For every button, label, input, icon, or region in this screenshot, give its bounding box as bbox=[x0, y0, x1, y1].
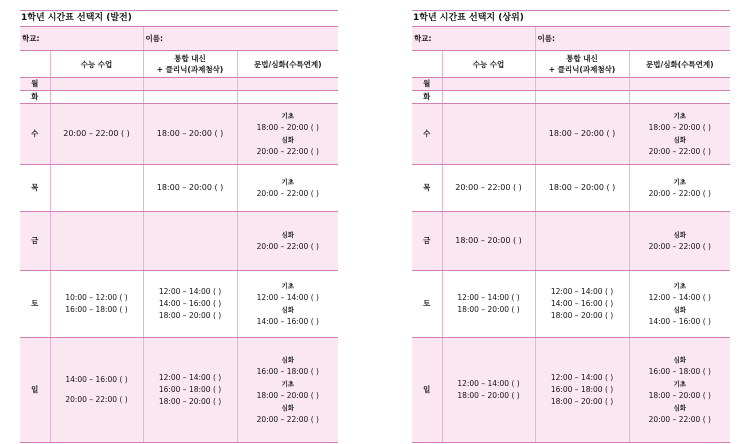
slot-integrated[interactable]: 18:00 – 20:00 ( ) bbox=[143, 104, 237, 165]
time-slot[interactable]: 12:00 – 14:00 ( ) bbox=[256, 293, 319, 302]
slot-integrated[interactable] bbox=[143, 212, 237, 271]
time-slot[interactable]: 18:00 – 20:00 ( ) bbox=[550, 397, 614, 406]
slot-grammar[interactable] bbox=[629, 104, 730, 165]
time-slot[interactable]: 18:00 – 20:00 ( ) bbox=[256, 391, 319, 400]
header-day bbox=[20, 51, 50, 78]
slot-integrated[interactable] bbox=[535, 271, 629, 338]
timetable-sheet-top bbox=[412, 10, 730, 443]
time-slot[interactable]: 12:00 – 14:00 ( ) bbox=[648, 293, 711, 302]
day-sun: 일 bbox=[412, 338, 442, 443]
time-slot[interactable]: 16:00 – 18:00 ( ) bbox=[648, 367, 711, 376]
time-slot[interactable]: 10:00 – 12:00 ( ) bbox=[65, 293, 128, 302]
time-slot[interactable]: 18:00 – 20:00 ( ) bbox=[256, 123, 319, 132]
time-slot[interactable]: 14:00 – 16:00 ( ) bbox=[256, 317, 319, 326]
slot-integrated[interactable] bbox=[535, 338, 629, 443]
slot-suneung[interactable] bbox=[50, 212, 143, 271]
header-suneung: 수능 수업 bbox=[442, 51, 535, 78]
level-label: 심화 bbox=[281, 404, 295, 412]
header-grammar: 문법/심화(수특연계) bbox=[629, 51, 730, 78]
slot-suneung[interactable]: 20:00 – 22:00 ( ) bbox=[50, 104, 143, 165]
header-grammar: 문법/심화(수특연계) bbox=[237, 51, 338, 78]
time-slot[interactable]: 16:00 – 18:00 ( ) bbox=[158, 385, 222, 394]
sheet-title: 1학년 시간표 선택지 (상위) bbox=[412, 10, 730, 27]
time-slot[interactable]: 18:00 – 20:00 ( ) bbox=[158, 397, 222, 406]
time-slot[interactable]: 12:00 – 14:00 ( ) bbox=[158, 373, 222, 382]
time-slot[interactable]: 12:00 – 14:00 ( ) bbox=[457, 293, 520, 302]
day-sat: 토 bbox=[412, 271, 442, 338]
slot-suneung[interactable] bbox=[442, 104, 535, 165]
time-slot[interactable]: 18:00 – 20:00 ( ) bbox=[648, 391, 711, 400]
level-label: 기초 bbox=[281, 282, 295, 290]
level-label: 심화 bbox=[673, 306, 687, 314]
header-integrated bbox=[535, 51, 629, 78]
day-fri: 금 bbox=[20, 212, 50, 271]
school-field-label[interactable]: 학교: bbox=[412, 27, 535, 51]
slot-integrated[interactable] bbox=[535, 212, 629, 271]
level-label: 심화 bbox=[281, 231, 295, 239]
timetable bbox=[412, 27, 730, 443]
day-mon: 월 bbox=[412, 78, 442, 91]
time-slot[interactable]: 12:00 – 14:00 ( ) bbox=[550, 287, 614, 296]
slot-grammar[interactable] bbox=[237, 165, 338, 212]
time-slot[interactable]: 16:00 – 18:00 ( ) bbox=[65, 305, 128, 314]
level-label: 심화 bbox=[673, 404, 687, 412]
slot-suneung[interactable] bbox=[50, 271, 143, 338]
day-mon: 월 bbox=[20, 78, 50, 91]
time-slot[interactable]: 14:00 – 16:00 ( ) bbox=[648, 317, 711, 326]
level-label: 기초 bbox=[673, 178, 687, 186]
sheet-title: 1학년 시간표 선택지 (발전) bbox=[20, 10, 338, 27]
day-fri: 금 bbox=[412, 212, 442, 271]
name-field-label[interactable]: 이름: bbox=[535, 27, 730, 51]
time-slot[interactable]: 20:00 – 22:00 ( ) bbox=[256, 147, 319, 156]
time-slot[interactable]: 18:00 – 20:00 ( ) bbox=[648, 123, 711, 132]
slot-integrated[interactable]: 18:00 – 20:00 ( ) bbox=[535, 165, 629, 212]
level-label: 심화 bbox=[673, 136, 687, 144]
time-slot[interactable]: 12:00 – 14:00 ( ) bbox=[457, 379, 520, 388]
level-label: 심화 bbox=[673, 231, 687, 239]
slot-grammar[interactable] bbox=[629, 271, 730, 338]
day-tue: 화 bbox=[20, 91, 50, 104]
header-day bbox=[412, 51, 442, 78]
slot-suneung[interactable]: 18:00 – 20:00 ( ) bbox=[442, 212, 535, 271]
time-slot[interactable]: 16:00 – 18:00 ( ) bbox=[256, 367, 319, 376]
level-label: 기초 bbox=[281, 112, 295, 120]
time-slot[interactable]: 18:00 – 20:00 ( ) bbox=[550, 311, 614, 320]
time-slot[interactable]: 20:00 – 22:00 ( ) bbox=[256, 415, 319, 424]
time-slot[interactable]: 20:00 – 22:00 ( ) bbox=[648, 242, 711, 251]
level-label: 심화 bbox=[281, 136, 295, 144]
slot-suneung[interactable] bbox=[442, 338, 535, 443]
slot-suneung[interactable] bbox=[50, 338, 143, 443]
level-label: 심화 bbox=[281, 356, 295, 364]
timetable-sheet-advanced bbox=[20, 10, 338, 443]
slot-integrated[interactable] bbox=[143, 338, 237, 443]
day-wed: 수 bbox=[20, 104, 50, 165]
slot-suneung[interactable] bbox=[50, 165, 143, 212]
slot-grammar[interactable] bbox=[237, 338, 338, 443]
header-integrated-text: 통합 내신 + 클리닉(과제첨삭) bbox=[548, 54, 616, 74]
slot-grammar[interactable] bbox=[237, 271, 338, 338]
time-slot[interactable]: 12:00 – 14:00 ( ) bbox=[158, 287, 222, 296]
timetable bbox=[20, 27, 338, 443]
slot-integrated[interactable]: 18:00 – 20:00 ( ) bbox=[535, 104, 629, 165]
slot-integrated[interactable] bbox=[143, 271, 237, 338]
level-label: 기초 bbox=[281, 380, 295, 388]
header-integrated-text: 통합 내신 + 클리닉(과제첨삭) bbox=[156, 54, 224, 74]
time-slot[interactable]: 20:00 – 22:00 ( ) bbox=[256, 189, 319, 198]
time-slot[interactable]: 18:00 – 20:00 ( ) bbox=[457, 305, 520, 314]
time-slot[interactable]: 14:00 – 16:00 ( ) bbox=[65, 375, 128, 384]
time-slot[interactable]: 18:00 – 20:00 ( ) bbox=[457, 391, 520, 400]
level-label: 기초 bbox=[281, 178, 295, 186]
time-slot[interactable]: 20:00 – 22:00 ( ) bbox=[648, 189, 711, 198]
slot-integrated[interactable]: 18:00 – 20:00 ( ) bbox=[143, 165, 237, 212]
slot-grammar[interactable] bbox=[629, 165, 730, 212]
time-slot[interactable]: 20:00 – 22:00 ( ) bbox=[648, 415, 711, 424]
header-integrated bbox=[143, 51, 237, 78]
time-slot[interactable]: 14:00 – 16:00 ( ) bbox=[158, 299, 222, 308]
slot-suneung[interactable]: 20:00 – 22:00 ( ) bbox=[442, 165, 535, 212]
header-suneung: 수능 수업 bbox=[50, 51, 143, 78]
slot-grammar[interactable] bbox=[237, 104, 338, 165]
level-label: 기초 bbox=[673, 112, 687, 120]
level-label: 기초 bbox=[673, 282, 687, 290]
day-tue: 화 bbox=[412, 91, 442, 104]
day-thu: 목 bbox=[20, 165, 50, 212]
time-slot[interactable]: 12:00 – 14:00 ( ) bbox=[550, 373, 614, 382]
slot-suneung[interactable] bbox=[442, 271, 535, 338]
time-slot[interactable]: 14:00 – 16:00 ( ) bbox=[550, 299, 614, 308]
level-label: 심화 bbox=[281, 306, 295, 314]
day-thu: 목 bbox=[412, 165, 442, 212]
school-field-label[interactable]: 학교: bbox=[20, 27, 143, 51]
time-slot[interactable]: 16:00 – 18:00 ( ) bbox=[550, 385, 614, 394]
level-label: 심화 bbox=[673, 356, 687, 364]
time-slot[interactable]: 20:00 – 22:00 ( ) bbox=[256, 242, 319, 251]
day-wed: 수 bbox=[412, 104, 442, 165]
day-sun: 일 bbox=[20, 338, 50, 443]
day-sat: 토 bbox=[20, 271, 50, 338]
slot-grammar[interactable] bbox=[629, 212, 730, 271]
level-label: 기초 bbox=[673, 380, 687, 388]
slot-grammar[interactable] bbox=[237, 212, 338, 271]
slot-grammar[interactable] bbox=[629, 338, 730, 443]
time-slot[interactable]: 18:00 – 20:00 ( ) bbox=[158, 311, 222, 320]
time-slot[interactable]: 20:00 – 22:00 ( ) bbox=[65, 395, 128, 404]
name-field-label[interactable]: 이름: bbox=[143, 27, 338, 51]
time-slot[interactable]: 20:00 – 22:00 ( ) bbox=[648, 147, 711, 156]
